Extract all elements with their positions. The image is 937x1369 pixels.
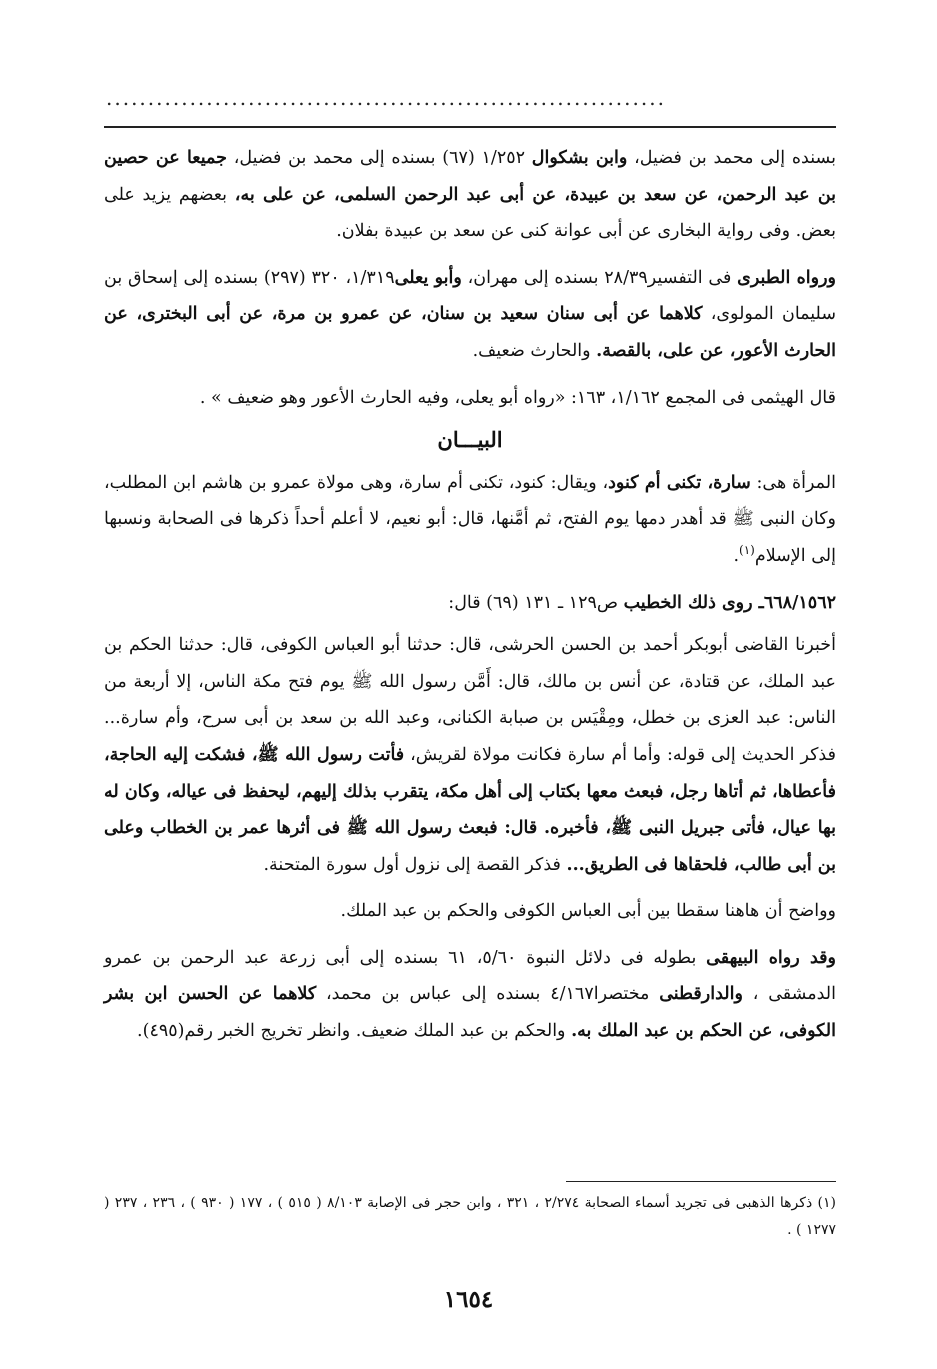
paragraph-bishkawal-takhrij	[104, 140, 836, 250]
paragraph-hadith-text	[104, 627, 836, 883]
bold-source-name: وقد رواه البيهقى	[706, 947, 836, 968]
text-span: ١/٣١٩، ٣٢٠ (٢٩٧) بسنده إلى إسحاق بن سليمان المولوى،	[104, 267, 837, 325]
section-heading-bayan: البيـــان	[437, 427, 503, 453]
text-span: فذكر القصة إلى نزول أول سورة المتحنة.	[263, 854, 567, 875]
main-text	[104, 140, 836, 1060]
paragraph-bayan	[104, 465, 836, 575]
text-span: مختصرا٤/١٦٧ بسنده إلى عباس بن محمد،	[316, 984, 660, 1005]
text-span: .	[733, 545, 740, 566]
text-span: والحكم بن عبد الملك ضعيف. وانظر تخريج الخبر رقم(٤٩٥).	[137, 1021, 572, 1042]
text-span: أخبرنا القاضى أبوبكر أحمد بن الحسن الحرشى، قال: حدثنا أبو العباس الكوفى، قال: حدثنا الحكم بن عبد الملك، عن قتادة، عن أنس بن مالك، قال: أَمَّن رسول الله ﷺ يوم فتح مكة الناس، إلا أربعة من الناس: عبد العزى بن خطل، ومِقْيَس بن صبابة الكنانى، وعبد الله بن سعد بن أبى سرح، وأم سارة... فذكر الحديث إلى قوله: وأما أم سارة فكانت مولاة لقريش،	[104, 635, 836, 765]
text-span: والحارث ضعيف.	[472, 340, 597, 361]
text-span: بسنده إلى محمد بن فضيل،	[627, 148, 836, 168]
bold-hadith-number: ٦٦٨/١٥٦٢ـ روى ذلك الخطيب	[623, 592, 836, 613]
bold-source-name: ورواه الطبرى	[737, 267, 837, 288]
header-rule	[104, 126, 836, 128]
text-span: بعضهم يزيد على بعض. وفى رواية البخارى عن أبى عوانة كنى عن سعد بن عبيدة بفلان.	[104, 184, 836, 242]
text-span: قال الهيثمى فى المجمع ١/١٦٢، ١٦٣: «رواه أبو يعلى، وفيه الحارث الأعور وهو ضعيف » .	[199, 387, 836, 408]
paragraph-haythami-quote	[104, 380, 836, 417]
text-span: بطوله فى دلائل النبوة ٥/٦٠، ٦١ بسنده إلى أبى زرعة عبد الرحمن بن عمرو الدمشقى ،	[104, 947, 836, 1005]
text-span: المرأة هى:	[750, 472, 836, 493]
paragraph-comment	[104, 893, 836, 930]
bold-isnad: جميعا عن حصين بن عبد الرحمن، عن سعد بن عبيدة، عن أبى عبد الرحمن السلمى، عن على به،	[104, 148, 837, 205]
bold-source-name: والدارقطنى	[659, 984, 743, 1005]
text-span: ص١٢٩ ـ ١٣١ (٦٩) قال:	[448, 592, 624, 613]
footnote-reference[interactable]: (١)	[739, 543, 755, 558]
footnote-rule	[566, 1181, 836, 1182]
text-span: ، ويقال: كنود، تكنى أم سارة، وهى مولاة عمرو بن هاشم ابن المطلب، وكان النبى ﷺ قد أهدر دمها يوم الفتح، ثم أمَّنها، قال: أبو نعيم، لا أعلم أحداً ذكرها فى الصحابة ونسبها إلى الإسلام	[104, 472, 836, 566]
paragraph-hadith-number	[104, 585, 836, 622]
paragraph-bayhaqi-takhrij	[104, 940, 836, 1050]
text-span: فى التفسير٢٨/٣٩ بسنده إلى مهران،	[461, 267, 738, 288]
bold-isnad: كلاهما عن الحسن ابن بشر الكوفى، عن الحكم بن عبد الملك به.	[104, 984, 836, 1042]
bold-source-name: وابن بشكوال	[531, 148, 628, 168]
header-dotted-line: ...................................................................	[106, 86, 666, 110]
text-span: ١/٢٥٢ (٦٧) بسنده إلى محمد بن فضيل،	[226, 148, 532, 168]
text-span: وواضح أن هاهنا سقطا بين أبى العباس الكوفى والحكم بن عبد الملك.	[340, 901, 836, 922]
bold-matn: فأتت رسول الله ﷺ، فشكت إليه الحاجة، فأعطاها، ثم أتاها رجل، فبعث معها بكتاب إلى أهل مكة، يتقرب بذلك إليهم، ليحفظ فى عياله، وكان له بها عيال، فأتى جبريل النبى ﷺ، فأخبره. قال: فبعث رسول الله ﷺ فى أثرها عمر بن الخطاب وعلى بن أبى طالب، فلحقاها فى الطريق...	[104, 744, 836, 875]
bold-source-name: وأبو يعلى	[394, 267, 462, 288]
bold-name: سارة، تكنى أم كنود	[608, 472, 751, 493]
paragraph-tabari-takhrij	[104, 260, 836, 370]
footnote: (١) ذكرها الذهبى فى تجريد أسماء الصحابة ٢/٢٧٤ ، ٣٢١ ، وابن حجر فى الإصابة ٨/١٠٣ ( ٥١٥ ) ، ١٧٧ ( ٩٣٠ ) ، ٢٣٦ ، ٢٣٧ ( ١٢٧٧ ) .	[104, 1195, 836, 1238]
bold-isnad: كلاهما عن أبى سنان سعيد بن سنان، عن عمرو بن مرة، عن أبى البخترى، عن الحارث الأعور، عن على، بالقصة.	[104, 304, 836, 361]
page-number: ١٦٥٤	[443, 1286, 494, 1313]
